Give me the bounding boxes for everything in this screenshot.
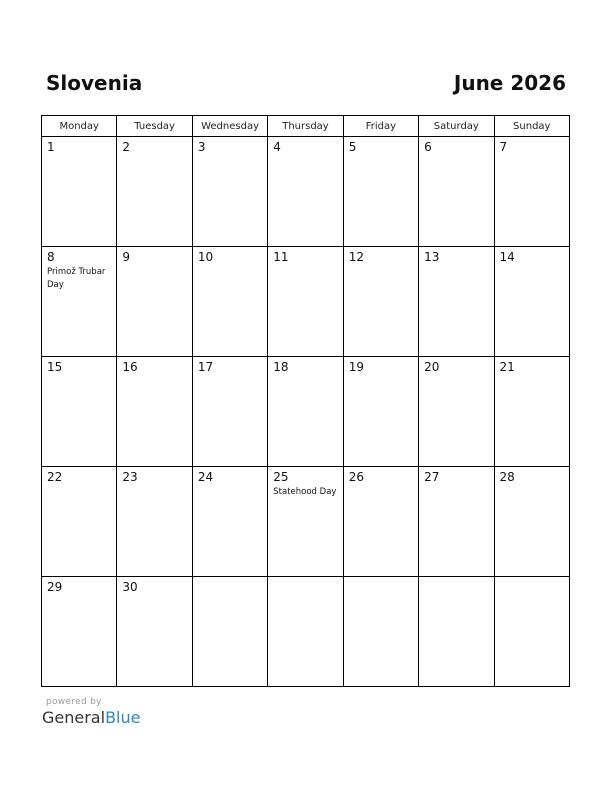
month-title: June 2026	[453, 71, 566, 95]
day-cell	[42, 137, 117, 247]
week-row	[42, 467, 570, 577]
holiday-label: Statehood Day	[273, 487, 337, 497]
day-cell	[494, 357, 569, 467]
brand-blue-text: Blue	[105, 708, 141, 727]
generalblue-logo[interactable]	[42, 708, 140, 727]
day-cell	[268, 357, 343, 467]
day-number: 13	[424, 250, 440, 264]
day-cell	[494, 137, 569, 247]
brand-general-text: General	[42, 708, 106, 727]
day-number: 27	[424, 470, 440, 484]
day-cell	[494, 577, 569, 687]
weekday-header: Thursday	[268, 116, 343, 137]
day-cell	[192, 247, 267, 357]
day-number: 29	[47, 580, 63, 594]
day-cell	[419, 137, 494, 247]
calendar-grid	[41, 115, 570, 688]
day-number: 5	[348, 140, 357, 154]
day-cell	[343, 247, 418, 357]
day-number: 8	[47, 250, 55, 264]
day-number: 4	[273, 140, 281, 154]
day-number: 28	[499, 470, 515, 484]
day-cell	[192, 137, 267, 247]
day-number: 10	[197, 250, 214, 264]
holiday-label: Primož Trubar Day	[47, 267, 106, 290]
day-number: 20	[424, 360, 440, 374]
day-number: 3	[197, 140, 206, 154]
day-number: 18	[273, 360, 289, 374]
day-cell	[343, 137, 418, 247]
day-number: 7	[499, 140, 508, 154]
week-row	[42, 577, 570, 687]
day-cell	[268, 577, 343, 687]
weekday-header: Tuesday	[117, 116, 192, 137]
weekday-header: Wednesday	[192, 116, 267, 137]
day-cell	[192, 467, 267, 577]
day-cell	[494, 467, 569, 577]
day-number: 1	[47, 140, 55, 154]
weekday-header: Saturday	[419, 116, 494, 137]
day-cell	[343, 577, 418, 687]
country-title: Slovenia	[46, 71, 143, 95]
weekday-header: Sunday	[494, 116, 569, 137]
weekday-header: Friday	[343, 116, 418, 137]
week-row	[42, 357, 570, 467]
day-cell	[268, 247, 343, 357]
day-number: 17	[197, 360, 214, 374]
day-number: 21	[499, 360, 515, 374]
day-cell	[419, 247, 494, 357]
day-number: 24	[197, 470, 214, 484]
day-cell	[117, 137, 192, 247]
day-cell	[42, 467, 117, 577]
day-cell	[494, 247, 569, 357]
day-number: 23	[122, 470, 138, 484]
week-row	[42, 247, 570, 357]
weekday-header-row	[42, 116, 570, 137]
day-cell	[343, 467, 418, 577]
day-cell	[419, 467, 494, 577]
day-number: 2	[122, 140, 131, 154]
week-row	[42, 137, 570, 247]
day-cell	[117, 357, 192, 467]
day-number: 30	[122, 580, 138, 594]
day-number: 26	[348, 470, 364, 484]
day-cell	[419, 577, 494, 687]
day-cell	[42, 357, 117, 467]
day-number: 12	[348, 250, 364, 264]
day-cell	[117, 247, 192, 357]
day-cell	[268, 467, 343, 577]
day-number: 22	[47, 470, 63, 484]
day-cell	[419, 357, 494, 467]
day-cell	[42, 577, 117, 687]
weekday-header: Monday	[42, 116, 117, 137]
day-cell	[117, 467, 192, 577]
day-number: 16	[122, 360, 138, 374]
day-cell	[343, 357, 418, 467]
day-number: 11	[273, 250, 289, 264]
day-cell	[192, 357, 267, 467]
day-cell	[117, 577, 192, 687]
day-cell	[42, 247, 117, 357]
day-number: 19	[348, 360, 364, 374]
day-number: 14	[499, 250, 515, 264]
day-number: 25	[273, 470, 289, 484]
day-number: 15	[47, 360, 63, 374]
day-cell	[192, 577, 267, 687]
day-number: 6	[424, 140, 432, 154]
day-number: 9	[122, 250, 131, 264]
powered-by-text: powered by	[46, 697, 102, 707]
day-cell	[268, 137, 343, 247]
